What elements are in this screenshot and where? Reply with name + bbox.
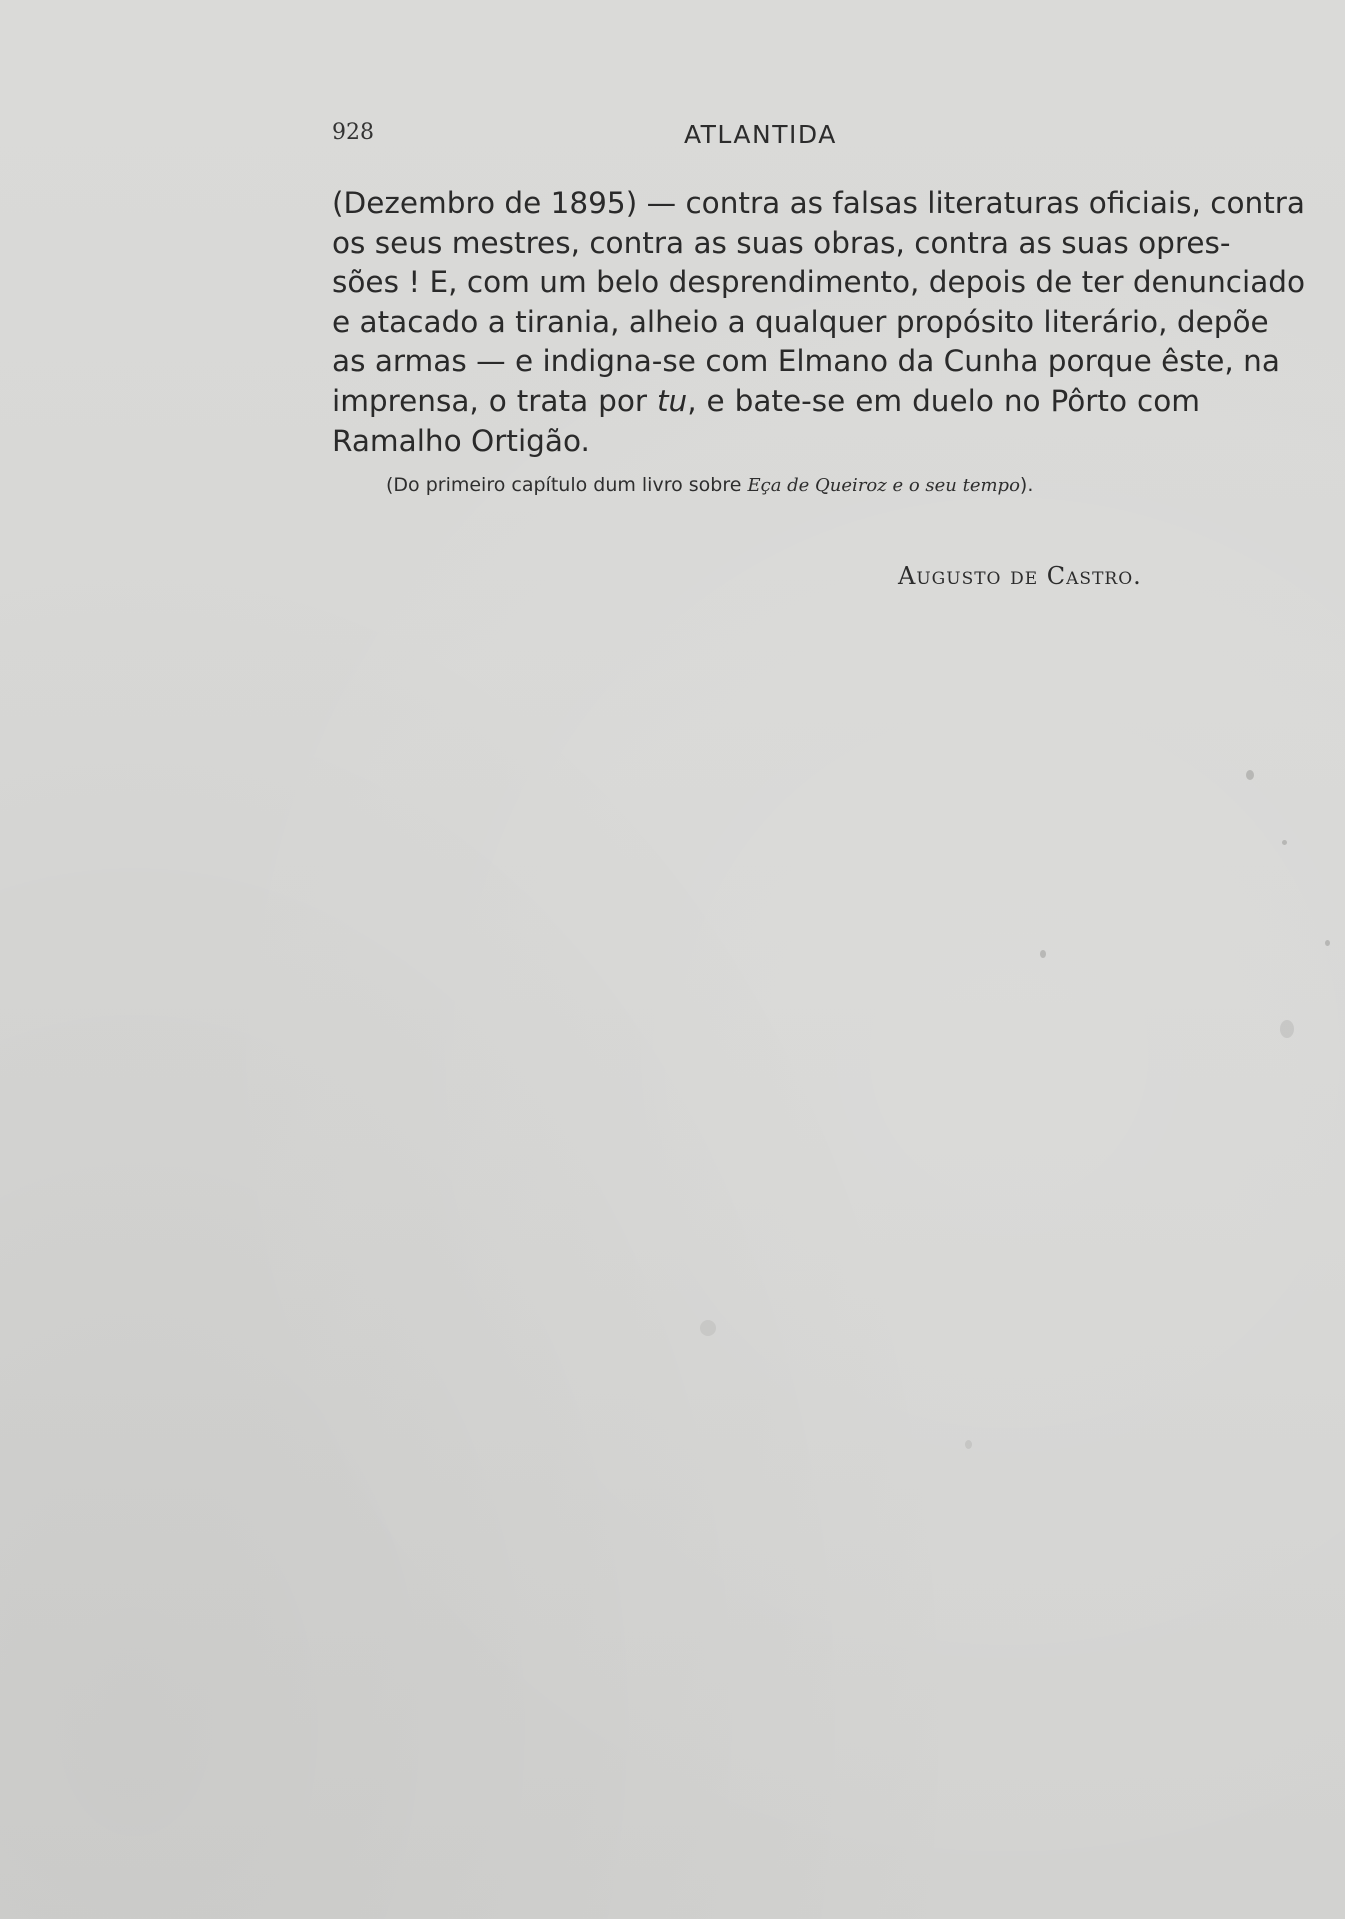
journal-title: ATLANTIDA <box>684 120 837 149</box>
italic-word: tu <box>656 383 688 418</box>
text-line: as armas — e indigna-se com Elmano da Cunha porque êste, na <box>332 344 1280 379</box>
paper-speck <box>965 1440 972 1449</box>
paper-speck <box>1325 940 1330 946</box>
paper-speck <box>1040 950 1046 958</box>
text-line: Ramalho Ortigão. <box>332 423 590 458</box>
paper-speck <box>1246 770 1254 780</box>
page-number: 928 <box>332 120 374 145</box>
text-line: (Dezembro de 1895) — contra as falsas literaturas oficiais, contra <box>332 186 1305 220</box>
text-line: e atacado a tirania, alheio a qualquer propósito literário, depõe <box>332 304 1269 339</box>
running-header <box>332 120 1201 154</box>
source-note-prefix: (Do primeiro capítulo dum livro sobre <box>386 474 742 496</box>
source-note-suffix: ). <box>1019 474 1034 496</box>
paper-speck <box>1282 840 1287 845</box>
paper-speck <box>700 1320 716 1336</box>
body-paragraph <box>332 184 1306 461</box>
source-note <box>386 474 1033 496</box>
paper-speck <box>1280 1020 1294 1038</box>
text-line: os seus mestres, contra as suas obras, contra as suas opres- <box>332 225 1231 260</box>
text-segment: , e bate-se em duelo no Pôrto com <box>687 383 1200 418</box>
author-signature: Augusto de Castro. <box>898 562 1142 590</box>
text-line: sões ! E, com um belo desprendimento, depois de ter denunciado <box>332 265 1306 300</box>
text-line <box>332 382 1200 422</box>
book-title: Eça de Queiroz e o seu tempo <box>747 475 1020 496</box>
text-segment: imprensa, o trata por <box>332 383 647 418</box>
